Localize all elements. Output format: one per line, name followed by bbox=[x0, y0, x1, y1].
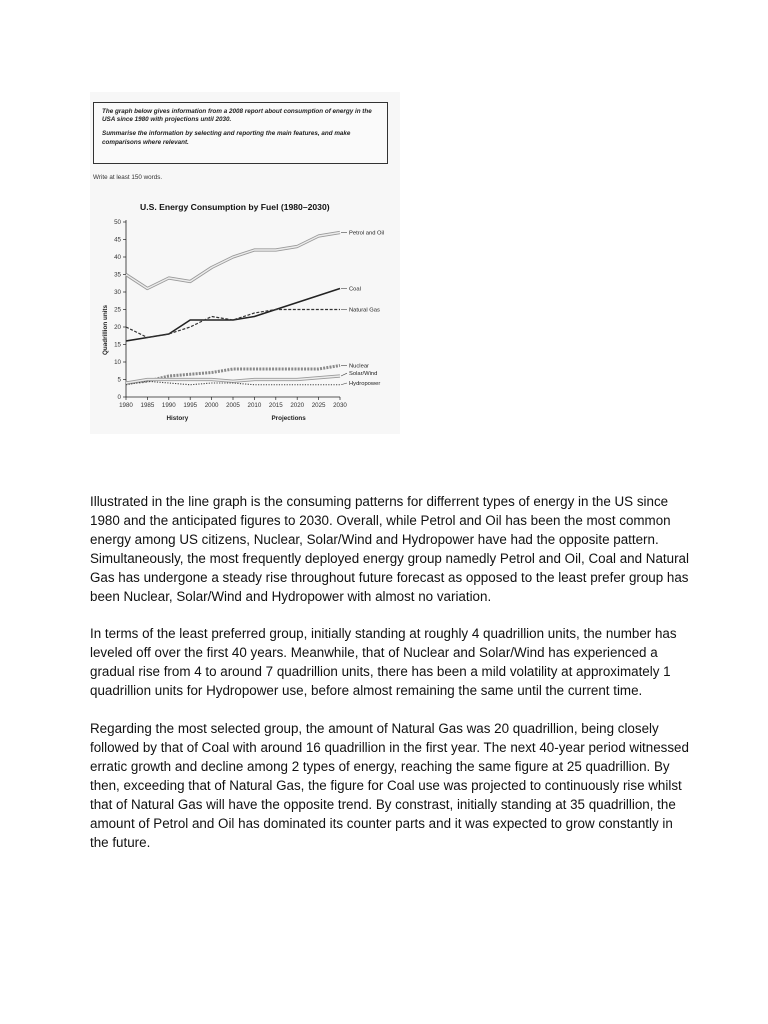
x-tick-label: 1985 bbox=[140, 402, 155, 409]
x-tick-label: 2000 bbox=[204, 402, 219, 409]
legend-leader-hydropower bbox=[341, 383, 347, 385]
y-tick-label: 0 bbox=[117, 394, 121, 402]
x-tick-label: 2025 bbox=[311, 402, 326, 409]
x-tick-label: 2010 bbox=[247, 402, 262, 409]
period-label-history: History bbox=[166, 415, 189, 422]
series-line-natural-gas bbox=[126, 310, 340, 338]
y-tick-label: 45 bbox=[114, 236, 121, 244]
x-tick-label: 2015 bbox=[268, 402, 283, 409]
y-tick-label: 30 bbox=[114, 289, 121, 297]
energy-chart bbox=[90, 188, 400, 434]
chart-title: U.S. Energy Consumption by Fuel (1980–2030) bbox=[140, 202, 330, 212]
y-tick-label: 10 bbox=[114, 359, 121, 367]
essay-paragraph-1: Illustrated in the line graph is the consuming patterns for differrent types of energy in the US since 1980 and the anticipated figures to 2030. Overall, while Petrol and Oil has been the most common energy among US citizens, Nuclear, Solar/Wind and Hydropower have had the opposite pattern. Simultaneously, the most frequently deployed energy group namedly Petrol and Oil, Coal and Natural Gas has undergone a steady rise throughout future forecast as opposed to the least prefer group has been Nuclear, Solar/Wind and Hydropower with almost no variation. bbox=[90, 494, 689, 604]
x-tick-label: 2005 bbox=[226, 402, 240, 409]
y-tick-label: 40 bbox=[114, 254, 121, 262]
period-label-projections: Projections bbox=[271, 415, 306, 422]
x-tick-label: 2030 bbox=[333, 402, 347, 409]
essay-paragraph-3: Regarding the most selected group, the amount of Natural Gas was 20 quadrillion, being closely followed by that of Coal with around 16 quadrillion in the first year. The next 40-year period witnessed erratic growth and decline among 2 types of energy, reaching the same figure at 25 quadrillion. By then, exceeding that of Natural Gas, the figure for Coal use was projected to continuously rise whilst that of Natural Gas will have the opposite trend. By constrast, initially standing at 35 quadrillion, the amount of Petrol and Oil has dominated its counter parts and it was expected to grow constantly in the future. bbox=[90, 721, 689, 850]
x-tick-label: 1990 bbox=[161, 402, 176, 409]
legend-label-hydropower: Hydropower bbox=[349, 381, 381, 387]
y-tick-label: 25 bbox=[114, 306, 121, 314]
y-tick-label: 20 bbox=[114, 324, 121, 332]
x-tick-label: 1980 bbox=[119, 402, 133, 409]
essay-body bbox=[90, 493, 690, 871]
y-tick-label: 15 bbox=[114, 341, 121, 349]
prompt-line-1: The graph below gives information from a 2008 report about consumption of energy in the USA since 1980 with projections until 2030. bbox=[102, 108, 372, 124]
series-line-coal bbox=[126, 289, 340, 342]
word-count-note: Write at least 150 words. bbox=[93, 174, 163, 181]
y-tick-label: 50 bbox=[114, 219, 121, 227]
series-line-petrol-and-oil bbox=[126, 233, 340, 289]
legend-label-coal: Coal bbox=[349, 286, 361, 293]
essay-paragraph-2: In terms of the least preferred group, initially standing at roughly 4 quadrillion units, the number has leveled off over the first 40 years. Meanwhile, that of Nuclear and Solar/Wind has experienced a gradual rise from 4 to around 7 quadrillion units, there has been a mild volatility at approximately 1 quadrillion units for Hydropower use, before almost remaining the same until the current time. bbox=[90, 626, 677, 699]
energy-chart-svg bbox=[90, 188, 400, 434]
legend-label-nuclear: Nuclear bbox=[349, 363, 369, 370]
task-figure bbox=[90, 92, 400, 434]
y-tick-label: 5 bbox=[117, 376, 121, 384]
legend-label-solar-wind: Solar/Wind bbox=[349, 371, 378, 378]
legend-label-natural-gas: Natural Gas bbox=[349, 307, 380, 314]
y-axis-label: Quadrillion units bbox=[102, 304, 109, 356]
prompt-line-2: Summarise the information by selecting and reporting the main features, and make comparisons where relevant. bbox=[102, 130, 351, 146]
y-tick-label: 35 bbox=[114, 271, 121, 279]
x-tick-label: 2020 bbox=[290, 402, 305, 409]
task-prompt-box bbox=[93, 102, 388, 164]
legend-label-petrol-and-oil: Petrol and Oil bbox=[349, 230, 385, 237]
x-tick-label: 1995 bbox=[183, 402, 198, 409]
legend-leader-solar-wind bbox=[341, 373, 347, 376]
